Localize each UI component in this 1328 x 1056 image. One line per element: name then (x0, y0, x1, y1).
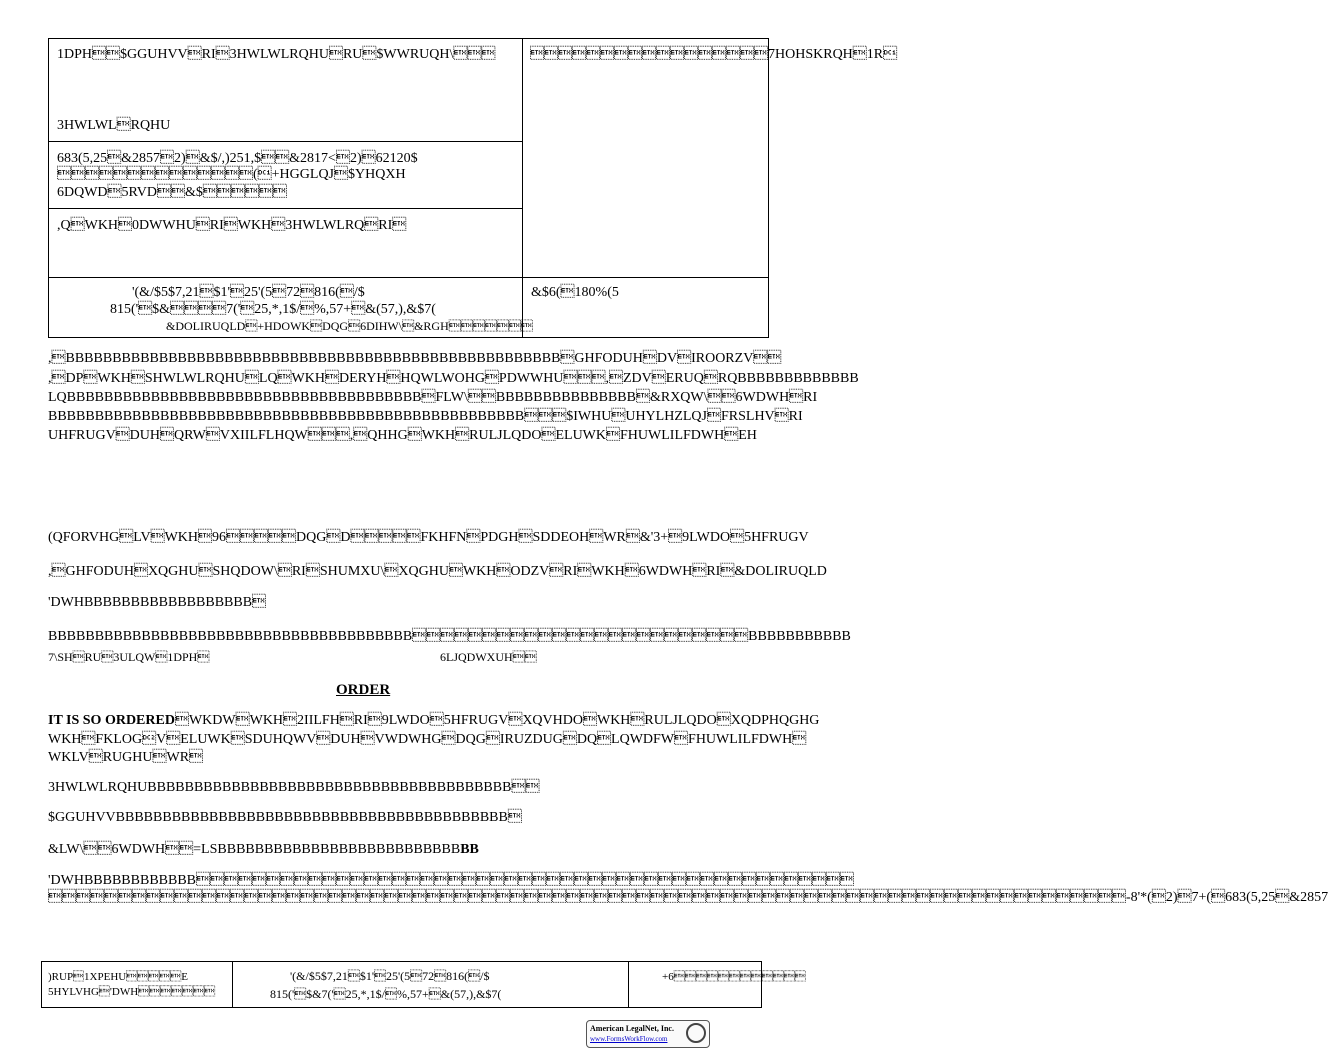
american-legalnet-logo (586, 1020, 710, 1048)
logo-emblem-icon (686, 1023, 706, 1043)
ordered-rest: WKDWWKH2IILFHRI9LWDO5HFRUGVXQVHDOWKHRULJLQDOXQDPHQGHG (174, 713, 820, 728)
court-city: 6DQWD5RVD&$ (57, 185, 287, 200)
order-line: WKLVRUGHUWR (48, 750, 204, 765)
order-date-field: 'DWHBBBBBBBBBBBB (48, 873, 855, 888)
petitioner-field: 3HWLWLRQHUBBBBBBBBBBBBBBBBBBBBBBBBBBBBBBBBBBBBBBB (48, 780, 540, 795)
logo-company-name: American LegalNet, Inc. (590, 1024, 674, 1033)
caption-row-line (48, 208, 523, 209)
case-number-label: &$6(180%(5 (531, 285, 619, 300)
hs-code: +6 (662, 971, 806, 983)
declaration-line: ,DPWKHSHWLWLRQHULQWKHDERYHHQWLWOHGPDWWHU,ZDVERUQRQBBBBBBBBBBBBB (48, 371, 859, 386)
address-field: $GGUHVVBBBBBBBBBBBBBBBBBBBBBBBBBBBBBBBBBBBBBBBBBB (48, 810, 522, 825)
order-line (48, 712, 819, 729)
date-line: 'DWHBBBBBBBBBBBBBBBBBB (48, 595, 267, 610)
judge-signature-label: -8'*(2)7+(683(5,25&2857 (48, 890, 1328, 905)
footer-title-2: 815('$&7('25,*,1$/%,57+&(57,),&$7( (270, 987, 502, 1001)
ordered-phrase: IT IS SO ORDERED (48, 713, 175, 728)
caption-row-line (48, 277, 769, 278)
form-number: )RUP1XPEHUE (48, 971, 188, 983)
caption-divider (522, 38, 523, 338)
footer-divider (232, 961, 233, 1008)
declaration-line: UHFRUGVDUHQRWVXIILFLHQW,QHHGWKHRULJLQDOELUWKFHUWLILFDWHEH (48, 428, 757, 443)
signature-lines: BBBBBBBBBBBBBBBBBBBBBBBBBBBBBBBBBBBBBBBBBBBBBBBBBB (48, 629, 851, 644)
matter-label: ,QWKH0DWWHURIWKH3HWLWLRQRI (57, 218, 407, 233)
document-title-1: '(&/$5$7,21$1'25'(572816(/$ (132, 285, 365, 300)
type-name-label: 7\SHRU3ULQW1DPH (48, 650, 210, 664)
city-field-tail: BB (460, 842, 479, 857)
declaration-line: LQBBBBBBBBBBBBBBBBBBBBBBBBBBBBBBBBBBBBBBFLW\BBBBBBBBBBBBBBB&RXQW\6WDWHRI (48, 390, 818, 405)
caption-row-line (48, 141, 523, 142)
petitioner-label: 3HWLWLRQHU (57, 118, 171, 133)
name-address-label: 1DPH$GGUHVVRI3HWLWLRQHURU$WWRUQH\ (57, 47, 496, 62)
order-heading: ORDER (336, 682, 391, 698)
revised-date: 5HYLVHG'DWH (48, 986, 216, 998)
telephone-label: 7HOHSKRQH1R (530, 47, 898, 62)
footer-title-1: '(&/$5$7,21$1'25'(572816(/$ (290, 969, 490, 983)
code-reference: &DOLIRUQLD+HDOWKDQG6DIHW\&RGH (166, 319, 533, 333)
court-name: 683(5,25&28572)&$/,)251,$&2817<2)62120$ (57, 151, 418, 166)
court-street: (+HGGLQJ$YHQXH (57, 167, 406, 182)
logo-website-link[interactable]: www.FormsWorkFlow.com (590, 1035, 668, 1043)
perjury-line: ,GHFODUHXQGHUSHQDOW\RISHUMXU\XQGHUWKHODZVRIWKH6WDWHRI&DOLIRUQLD (48, 564, 827, 579)
city-field-text: &LW\6WDWH=LSBBBBBBBBBBBBBBBBBBBBBBBBBB (48, 842, 461, 857)
city-field (48, 841, 479, 858)
order-line: WKHFKLOGVELUWKSDUHQWVDUHVWDWHGDQGIRUZDUGDQLQWDFWFHUWLILFDWH (48, 732, 807, 747)
enclosed-line: (QFORVHGLVWKH96DQGDFKHFNPDGHSDDEOHWR&'3+9LWDO5HFRUGV (48, 530, 809, 545)
declaration-line: ,BBBBBBBBBBBBBBBBBBBBBBBBBBBBBBBBBBBBBBBBBBBBBBBBBBBBBGHFODUHDVIROORZV (48, 351, 782, 366)
footer-divider (628, 961, 629, 1008)
declaration-line: BBBBBBBBBBBBBBBBBBBBBBBBBBBBBBBBBBBBBBBBBBBBBBBBBBB$IWHUUHYLHZLQJFRSLHVRI (48, 409, 803, 424)
signature-label: 6LJQDWXUH (440, 650, 537, 664)
document-title-2: 815('$&7('25,*,1$/%,57+&(57,),&$7( (110, 302, 436, 317)
